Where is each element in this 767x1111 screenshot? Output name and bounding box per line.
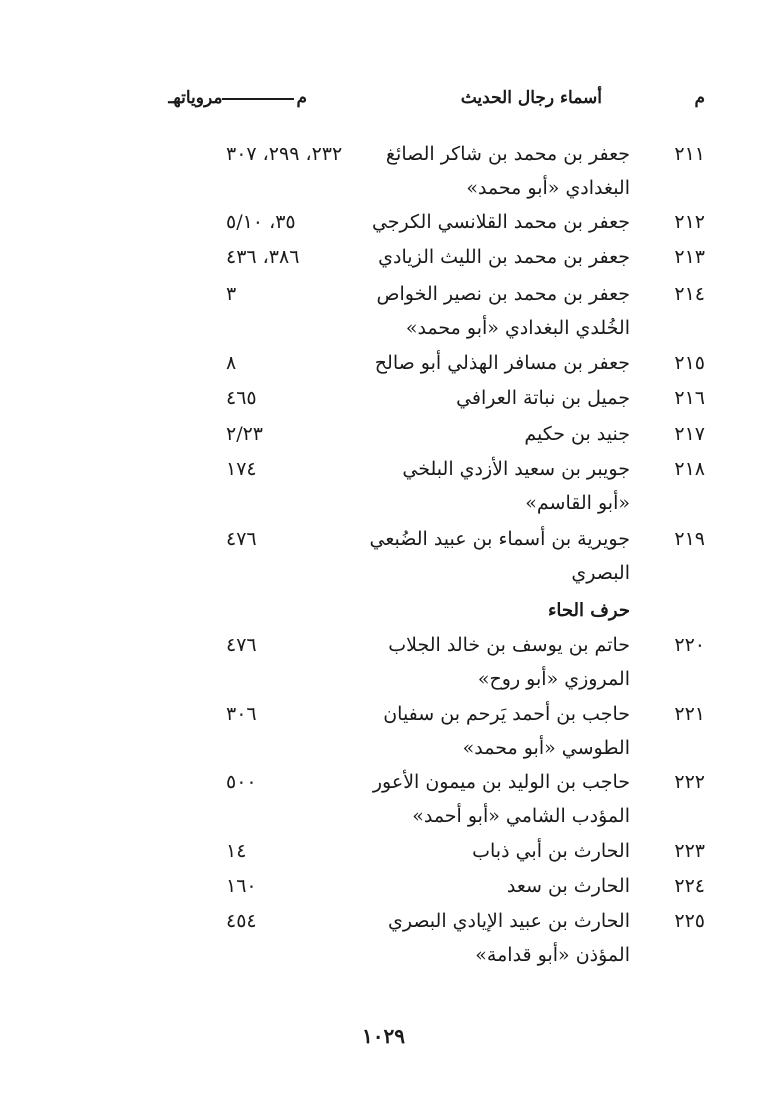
entry-name: حاجب بن الوليد بن ميمون الأعور	[372, 771, 630, 793]
entry-name: جعفر بن محمد بن الليث الزيادي	[378, 246, 630, 268]
entry-number: ٢١١	[674, 143, 705, 165]
entry-number: ٢١٥	[674, 352, 705, 374]
entry-refs: ٨	[226, 352, 237, 374]
entry-refs: ٤٦٥	[226, 387, 257, 409]
entry-name-continuation: الطوسي «أبو محمد»	[462, 737, 630, 759]
entry-refs: ١٤	[226, 840, 247, 862]
entry-refs: ٣٥، ٥/١٠	[226, 211, 296, 233]
entry-refs: ٣٠٦	[226, 703, 257, 725]
header-names-col: أسماء رجال الحديث	[460, 88, 602, 108]
entry-refs: ١٦٠	[226, 875, 257, 897]
entry-number: ٢١٨	[674, 458, 705, 480]
entry-name-continuation: المؤدب الشامي «أبو أحمد»	[412, 805, 630, 827]
entry-name-continuation: «أبو القاسم»	[525, 492, 630, 514]
entry-refs: ٤٧٦	[226, 634, 257, 656]
entry-name-continuation: المروزي «أبو روح»	[477, 668, 630, 690]
entry-name: جعفر بن مسافر الهذلي أبو صالح	[374, 352, 630, 374]
header-narrations-label: مروياتهـ	[168, 88, 223, 108]
entry-name-continuation: الخُلدي البغدادي «أبو محمد»	[405, 317, 630, 339]
entry-number: ٢١٧	[674, 423, 705, 445]
entry-name: جويرية بن أسماء بن عبيد الضُبعي	[369, 528, 630, 550]
entry-name: الحارث بن أبي ذباب	[472, 840, 630, 862]
entry-refs: ٢/٢٣	[226, 423, 264, 445]
header-narrations-col	[168, 88, 307, 108]
entry-number: ٢٢٤	[674, 875, 705, 897]
header-narrations-tail: م	[296, 88, 307, 108]
header-tatweel-line	[222, 98, 294, 100]
entry-name: الحارث بن عبيد الإيادي البصري	[387, 910, 630, 932]
entry-refs: ٢٣٢، ٢٩٩، ٣٠٧	[226, 143, 343, 165]
entry-name: جعفر بن محمد بن نصير الخواص	[376, 283, 630, 305]
entry-refs: ٤٥٤	[226, 910, 257, 932]
entry-refs: ٥٠٠	[226, 771, 257, 793]
entry-number: ٢١٤	[674, 283, 705, 305]
section-title: حرف الحاء	[547, 600, 630, 621]
entry-name-continuation: المؤذن «أبو قدامة»	[475, 944, 630, 966]
entry-number: ٢٢٠	[674, 634, 705, 656]
page-number: ١٠٢٩	[362, 1024, 405, 1048]
entry-number: ٢١٦	[674, 387, 705, 409]
entry-name-continuation: البغدادي «أبو محمد»	[466, 177, 630, 199]
entry-number: ٢٢٣	[674, 840, 705, 862]
entry-refs: ٤٧٦	[226, 528, 257, 550]
entry-number: ٢٢٢	[674, 771, 705, 793]
entry-name: الحارث بن سعد	[506, 875, 630, 897]
entry-name: حاتم بن يوسف بن خالد الجلاب	[388, 634, 630, 656]
entry-refs: ٣٨٦، ٤٣٦	[226, 246, 300, 268]
entry-name: جويبر بن سعيد الأزدي البلخي	[402, 458, 630, 480]
entry-refs: ١٧٤	[226, 458, 257, 480]
entry-name-continuation: البصري	[571, 562, 630, 584]
entry-name: حاجب بن أحمد يَرحم بن سفيان	[383, 703, 630, 725]
header-number-col: م	[694, 88, 705, 108]
entry-refs: ٣	[226, 283, 237, 305]
entry-name: جنيد بن حكيم	[524, 423, 630, 445]
entry-number: ٢٢٥	[674, 910, 705, 932]
entry-number: ٢٢١	[674, 703, 705, 725]
entry-name: جعفر بن محمد بن شاكر الصائغ	[385, 143, 630, 165]
entry-number: ٢١٩	[674, 528, 705, 550]
entry-number: ٢١٢	[674, 211, 705, 233]
entry-name: جميل بن نباتة العرافي	[456, 387, 630, 409]
entry-name: جعفر بن محمد القلانسي الكرجي	[371, 211, 630, 233]
entry-number: ٢١٣	[674, 246, 705, 268]
